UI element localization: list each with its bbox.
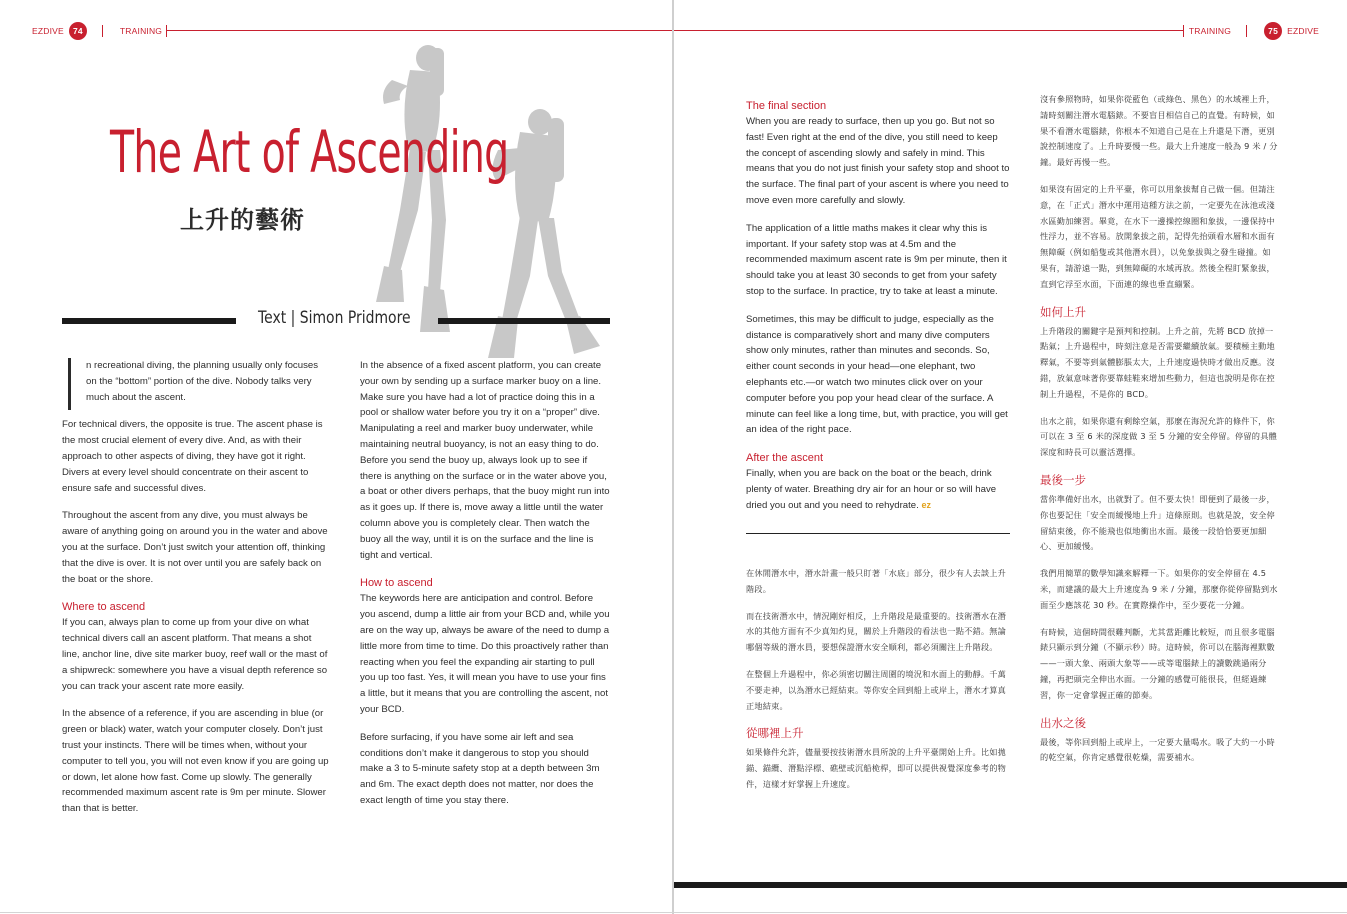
section-label: TRAINING: [1188, 26, 1232, 36]
page-number-badge: 74: [69, 22, 87, 40]
paragraph: [746, 466, 1012, 513]
paragraph: When you are ready to surface, then up you go. But not so fast! Even right at the end of the dive, you still need to keep the concept of ascending slowly and safely in mind. This means that you do not just finish your safety stop and shoot to the surface. The final part of your ascent is where you need to move even more carefully and slowly.: [746, 116, 1010, 206]
paragraph-zh: 如果條件允許，儘量要按技術潛水員所說的上升平臺開始上升。比如拋錨、錨纜、潛點浮標、礁壁或沉船桅桿，即可以提供視覺深度參考的物件，這樣才好掌握上升速度。: [746, 747, 1007, 789]
footer-line: [0, 912, 1347, 913]
subheading-after-the-ascent: After the ascent: [746, 452, 824, 465]
right-header: [674, 22, 1319, 40]
ez-end-mark: ez: [921, 499, 931, 510]
brand-label: EZDIVE: [1287, 26, 1319, 36]
column-4-chinese: [1040, 92, 1278, 777]
header-separator: [1246, 25, 1247, 37]
article-title-chinese: 上升的藝術: [180, 206, 305, 234]
paragraph-zh: 沒有參照物時，如果你從藍色（或綠色、黑色）的水域裡上升，請時刻關注潛水電腦錶。不要盲目相信自己的直覺。有時候，如果不看潛水電腦錶，你根本不知道自己是在上升還是下潛，更別說控制速度了。上升時要慢一些。最大上升速度一般為 9 米 / 分鐘。最好再慢一些。: [1040, 94, 1278, 168]
section-divider: [746, 533, 1010, 534]
paragraph-zh: 如果沒有固定的上升平臺，你可以用象拔幫自己做一個。但請注意，在「正式」潛水中運用這種方法之前，一定要先在泳池或淺水區勤加練習。畢竟，在水下一邊操控線圈和象拔，一邊保持中性浮力，並不容易。放開象拔之前，記得先抬頭看水層和水面有無障礙（例如船隻或其他潛水員），以免象拔與之發生碰撞。如果有，請游遠一點，到無障礙的水域再放。然後全程盯緊象拔，直到它浮至水面，下面連的線也垂直繃緊。: [1040, 183, 1275, 289]
paragraph: For technical divers, the opposite is true. The ascent phase is the most crucial element of every dive. And, as with their approach to other aspects of diving, they have got it right. Divers at every level should concentrate on their ascent to ensure safe and successful dives.: [62, 419, 323, 494]
paragraph: The keywords here are anticipation and control. Before you ascend, dump a little air from your BCD and, while you are on the way up, always be aware of the need to dump a little more from time to time. Do this proactively rather than reacting when you feel the expanding air starting to pull you up too fast. Yes, it will mean you have to use your fins a little, but it means that you are controlling the ascent, not your BCD.: [360, 593, 610, 715]
paragraph-zh: 在整個上升過程中，你必須密切關注周圍的境況和水面上的動靜。千萬不要走神，以為潛水已經結束。等你安全回到船上或岸上，潛水才算真正地結束。: [746, 668, 1007, 711]
article-title: The Art of Ascending: [110, 118, 509, 186]
header-rule: [167, 30, 704, 31]
header-rule: [674, 30, 1184, 31]
column-3-chinese: [746, 566, 1012, 804]
paragraph: Throughout the ascent from any dive, you must always be aware of anything going on around you in the water and above you at the surface. Don’t just switch your attention off, thinking that the dive is over. It is not over until you are safely back on the boat or the shore.: [62, 510, 328, 585]
paragraph: Sometimes, this may be difficult to judge, especially as the distance is comparatively short and many dive computers show only minutes, rather than minutes and seconds. So, either count seconds in your head—one elephant, two elephants etc.—or watch two minutes click over on your computer before you pop your head clear of the surface. A minute can feel like a long time, but, with practice, you will get an idea of the right pace.: [746, 313, 1008, 436]
left-header: [32, 22, 162, 40]
paragraph: If you can, always plan to come up from your dive on what technical divers call an ascent platform. That means a shot line, anchor line, dive site marker buoy, reef wall or the mast of a shipwreck: somewhere you have a visual depth reference so you can track your ascent rate more easily.: [62, 617, 328, 692]
intro-paragraph: [62, 358, 330, 405]
drop-cap-bar: [68, 358, 71, 410]
byline-bar-left: [62, 318, 236, 324]
paragraph: In the absence of a fixed ascent platform, you can create your own by sending up a surface marker buoy on a line. Make sure you have had a lot of practice doing this in a pool or shallow water before you try it on a “proper” dive. Manipulating a reel and marker buoy underwater, while maintaining neutral buoyancy, is not an easy thing to do. Before you send the buoy up, always look up to see if there is anything on the surface or in the water above you, a boat or other divers perhaps, that the buoy might run into as it goes up. If there is, move away a little until the water column above you is completely clear. Then watch the buoy all the way, until it is on the surface and the line is tight and vertical.: [360, 360, 610, 561]
paragraph-zh: 有時候，這個時間很難判斷，尤其當距離比較短，而且很多電腦錶只顯示到分鐘（不顯示秒）時。這時候，你可以在腦海裡默數——一頭大象、兩頭大象等——或等電腦錶上的讀數跳過兩分鐘，再把頭完全伸出水面。一分鐘的感覺可能很長，但經過練習，你一定會掌握正確的節奏。: [1040, 626, 1275, 700]
footer-bar: [674, 882, 1347, 888]
subheading-how-to-ascend: How to ascend: [360, 577, 433, 590]
brand-label: EZDIVE: [32, 26, 64, 36]
subheading-zh-where: 從哪裡上升: [746, 726, 804, 741]
intro-text: n recreational diving, the planning usually only focuses on the “bottom” portion of the dive. Nobody talks very much about the ascent.: [86, 360, 318, 403]
left-page: [0, 0, 672, 914]
paragraph: Before surfacing, if you have some air left and sea conditions don’t make it dangerous to stop you should make a 3 to 5-minute safety stop at a depth between 3m and 6m. The exact depth does not matter, nor does the exact length of time you stay there.: [360, 731, 600, 806]
paragraph: In the absence of a reference, if you are ascending in blue (or green or black) water, watch your computer closely. Don’t just trust your instincts. There will be times when, without your computer to tell you, you will not even know if you are going up or down, let alone how fast. Come up slowly. The generally recommended maximum ascent rate is 9m per minute. Slower than that is better.: [62, 708, 329, 815]
subheading-final-section: The final section: [746, 100, 827, 112]
paragraph-zh: 當你準備好出水，出就對了。但不要太快！即便到了最後一步，你也要記住「安全而緩慢地上升」這條原則。也就是說，安全停留結束後，你不能飛也似地衝出水面。最後一段恰恰要更加細心、更加緩慢。: [1040, 493, 1275, 552]
byline: Text | Simon Pridmore: [258, 308, 411, 328]
byline-bar-right: [438, 318, 610, 324]
paragraph-zh: 我們用簡單的數學知識來解釋一下。如果你的安全停留在 4.5 米，而建議的最大上升速度為 9 米 / 分鐘，那麼你從停留點到水面至少應該花 30 秒。在實際操作中，至少要花一分鐘。: [1040, 568, 1278, 610]
paragraph-zh: 上升階段的關鍵字是預判和控制。上升之前，先將 BCD 放掉一點氣；上升過程中，時刻注意是否需要繼續放氣。要積極主動地釋氣，不要等到氣體膨脹太大，上升速度過快時才做出反應。沒錯，放氣意味著你要靠蛙鞋來增加些動力，但這也說明是你在控制上升過程，不是你的 BCD。: [1040, 325, 1275, 399]
paragraph-zh: 在休閒潛水中，潛水計畫一般只盯著「水底」部分，很少有人去談上升階段。: [746, 568, 1007, 594]
paragraph-text: Finally, when you are back on the boat or the beach, drink plenty of water. Breathing dry air for an hour or so will have dried you out and you need to rehydrate.: [746, 468, 997, 511]
column-3: [746, 96, 1012, 526]
subheading-zh-final: 最後一步: [1040, 472, 1086, 487]
paragraph: The application of a little maths makes it clear why this is important. If your safety stop was at 4.5m and the recommended maximum ascent rate is 9m per minute, then it should take you at least 30 seconds to get from your safety stop to the surface. In practice, try to take at least a minute.: [746, 222, 1007, 297]
subheading-zh-how: 如何上升: [1040, 304, 1086, 319]
page-number-badge: 75: [1264, 22, 1282, 40]
section-label: TRAINING: [119, 26, 163, 36]
column-1: [62, 358, 330, 829]
header-separator: [102, 25, 103, 37]
column-2: [360, 358, 610, 821]
paragraph-zh: 出水之前，如果你還有剩餘空氣，那麼在海況允許的條件下，你可以在 3 至 6 米的深度做 3 至 5 分鐘的安全停留。停留的具體深度和時長可以靈活選擇。: [1040, 415, 1277, 458]
header-rule-cap: [1183, 25, 1184, 37]
paragraph-zh: 最後，等你回到船上或岸上，一定要大量喝水。吸了大約一小時的乾空氣，你肯定感覺很乾燥，需要補水。: [1040, 736, 1275, 763]
paragraph-zh: 而在技術潛水中，情況剛好相反，上升階段是最重要的。技術潛水在潛水的其他方面有不少真知灼見，關於上升階段的看法也一點不錯。無論哪個等級的潛水員，要想保證潛水安全順利，都必須關注上升階段。: [746, 610, 1007, 653]
header-rule-cap: [166, 25, 167, 37]
subheading-where-to-ascend: Where to ascend: [62, 601, 146, 614]
subheading-zh-after: 出水之後: [1040, 715, 1086, 730]
